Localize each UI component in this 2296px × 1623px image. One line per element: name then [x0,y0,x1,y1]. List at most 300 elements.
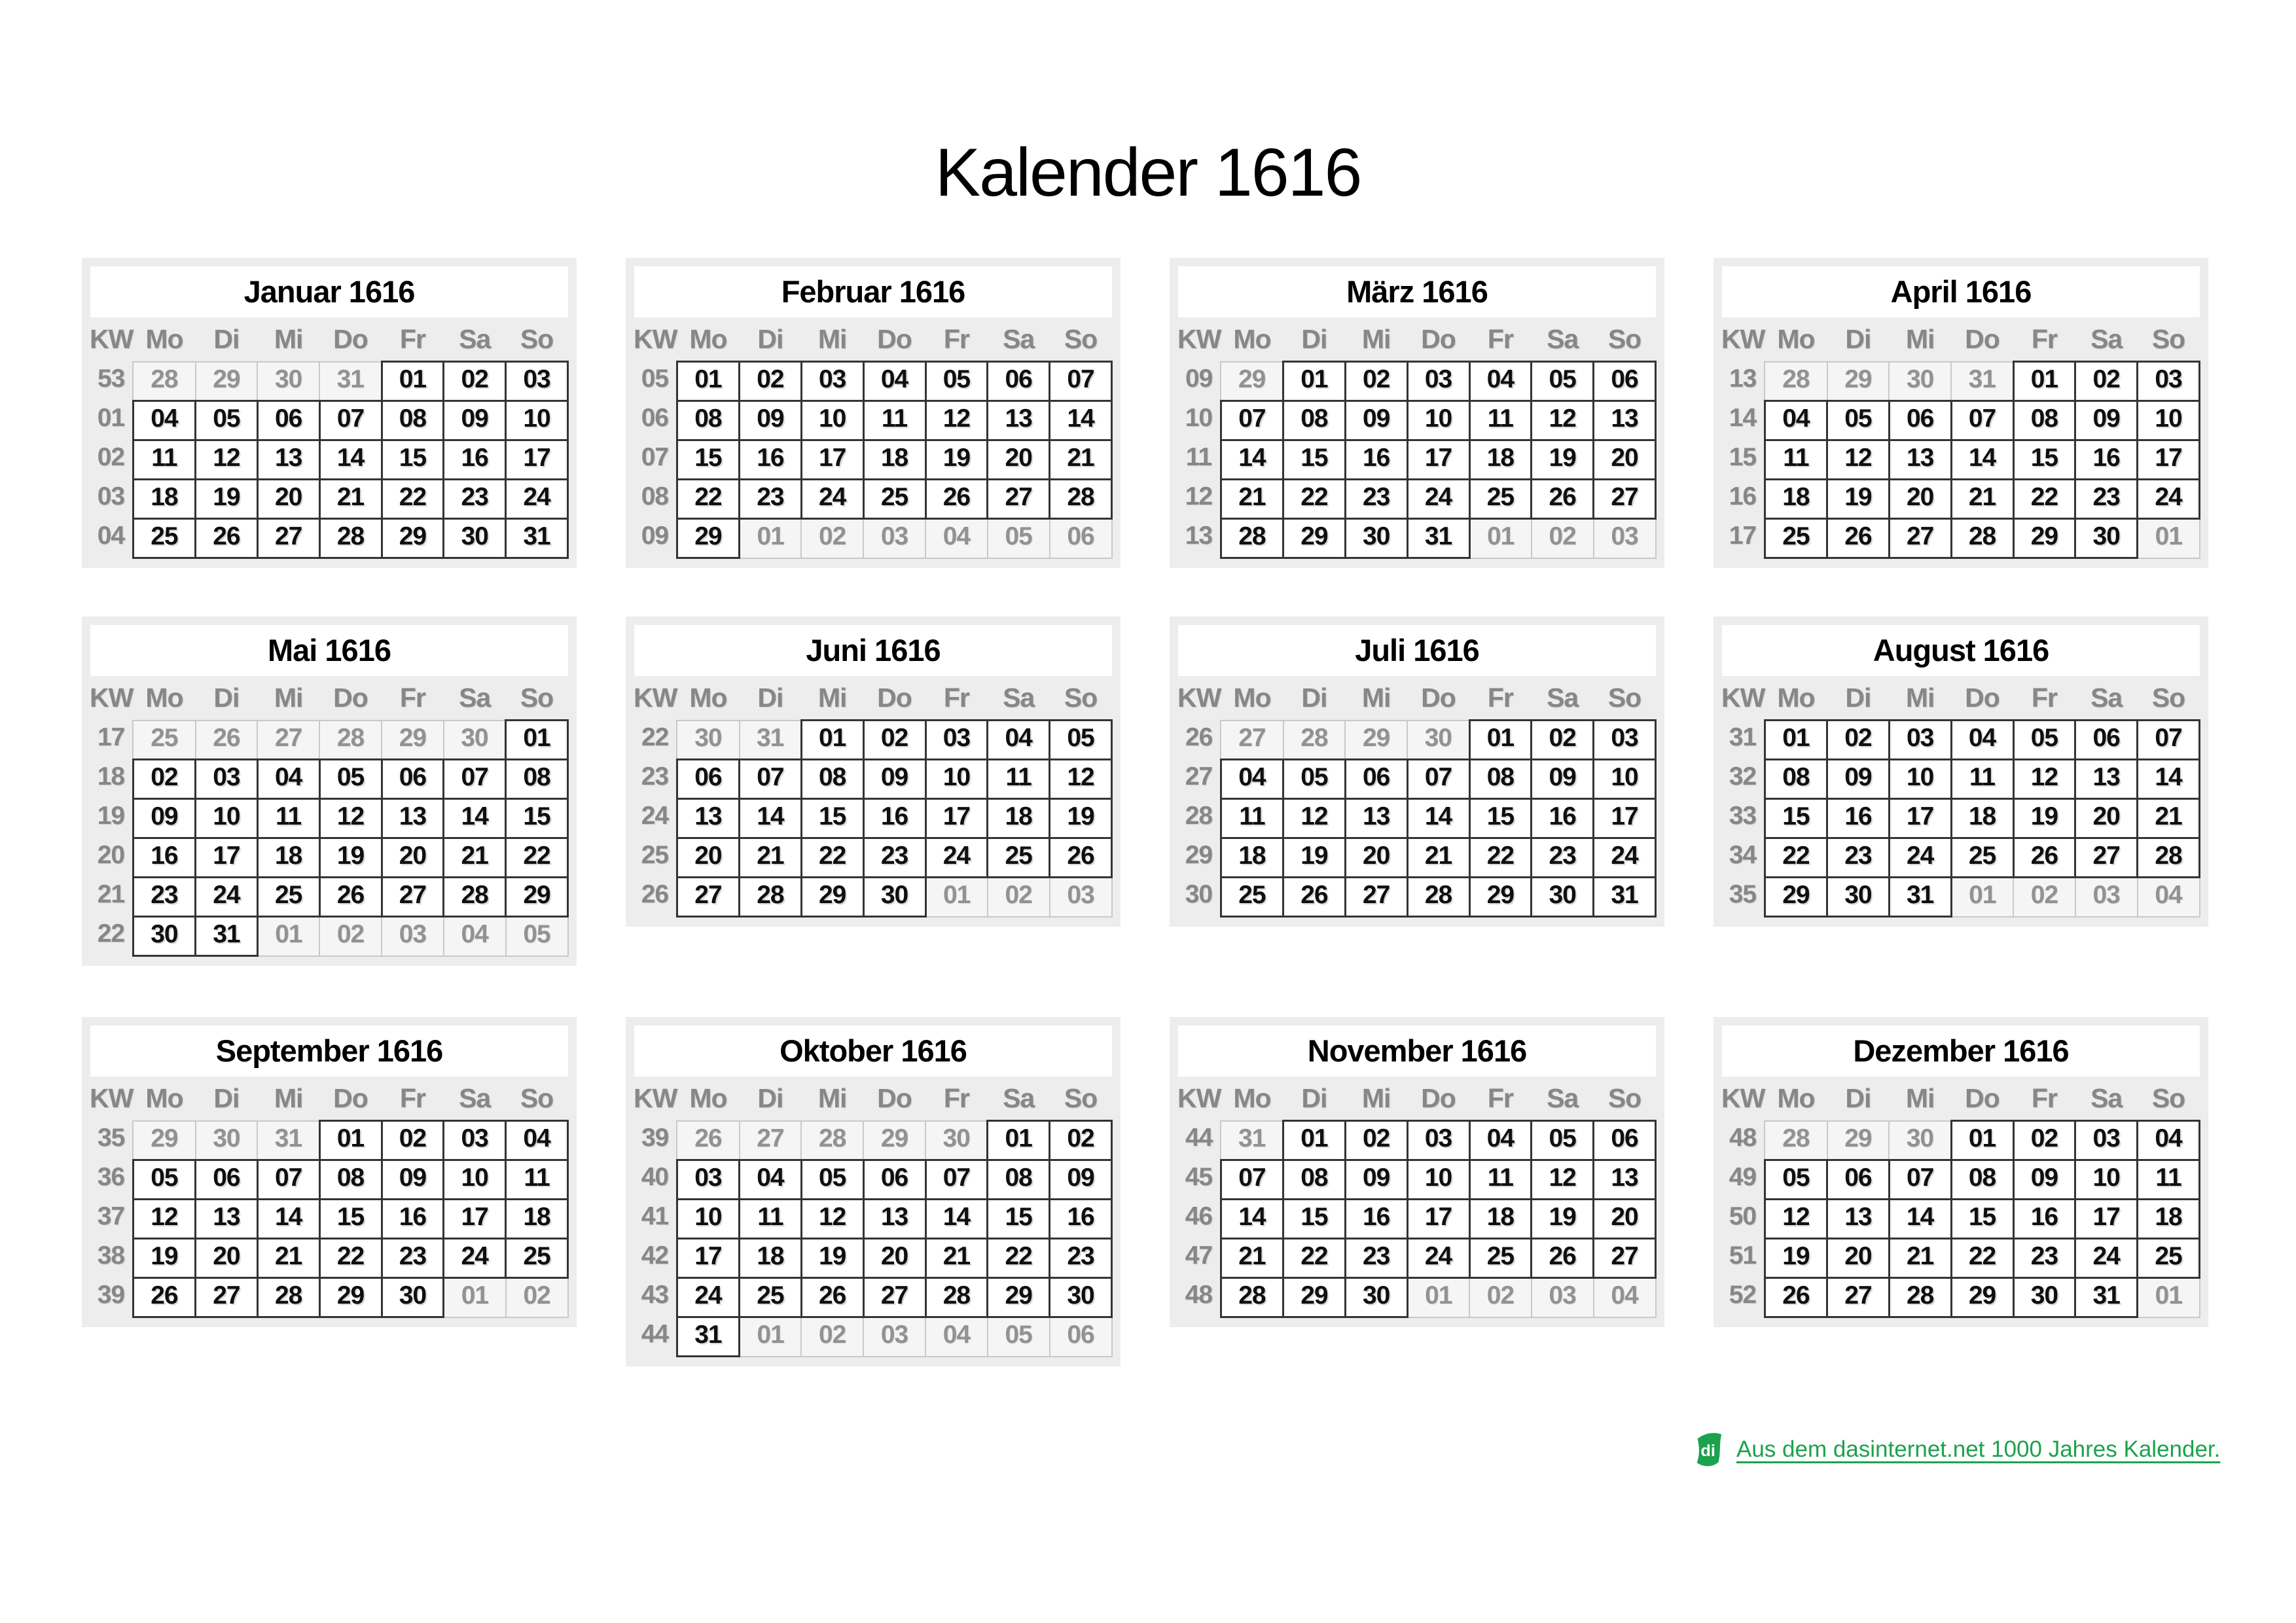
day-cell: 01 [1951,1121,2013,1160]
day-cell-other-month: 30 [1889,1121,1951,1160]
day-cell: 07 [1951,401,2013,440]
day-cell: 14 [1221,440,1283,480]
week-row [634,1317,1112,1357]
month-title: April 1616 [1722,266,2200,317]
month-title: Februar 1616 [634,266,1112,317]
week-row [90,799,568,838]
weekday-header-cell: Do [1965,323,2000,354]
month-grid [1177,676,1657,918]
day-cell: 16 [2013,1200,2075,1239]
calendar-week-number: 37 [97,1202,125,1230]
day-cell-other-month: 05 [506,917,568,956]
calendar-week-number: 48 [1185,1280,1213,1309]
week-row [1721,401,2200,440]
calendar-week-number: 44 [641,1319,669,1348]
day-cell: 07 [1221,401,1283,440]
day-cell: 06 [1827,1160,1890,1200]
week-row [1177,440,1656,480]
day-cell: 30 [2013,1278,2075,1317]
day-cell: 14 [319,440,382,480]
calendar-week-number: 49 [1729,1162,1757,1191]
day-cell: 04 [257,760,319,799]
day-cell: 17 [2138,440,2200,480]
weekday-header-cell: Do [1421,682,1456,713]
weekday-header-cell: Di [213,682,240,713]
day-cell: 20 [196,1239,258,1278]
calendar-week-number: 13 [1185,521,1213,550]
day-cell-other-month: 30 [1407,721,1469,760]
day-cell: 02 [133,760,195,799]
week-row [90,1239,568,1278]
day-cell: 07 [1407,760,1469,799]
day-cell: 11 [863,401,925,440]
day-cell: 20 [1594,440,1656,480]
day-cell: 06 [382,760,444,799]
day-cell: 04 [863,362,925,401]
day-cell: 08 [1283,401,1346,440]
day-cell: 22 [506,838,568,878]
day-cell: 20 [863,1239,925,1278]
day-cell: 30 [2075,519,2138,558]
weekday-header-row [1177,676,1656,721]
source-link[interactable]: Aus dem dasinternet.net 1000 Jahres Kalender. [1736,1436,2221,1462]
day-cell: 28 [257,1278,319,1317]
weekday-header-cell: Mo [145,323,183,354]
day-cell: 05 [801,1160,863,1200]
day-cell-other-month: 30 [257,362,319,401]
day-cell: 26 [196,519,258,558]
week-row [1177,1160,1656,1200]
weekday-header-cell: Mi [1361,323,1391,354]
page-title: Kalender 1616 [935,134,1361,211]
day-cell: 20 [1594,1200,1656,1239]
kw-header-cell: KW [1177,1083,1221,1114]
week-row [1177,799,1656,838]
day-cell: 06 [257,401,319,440]
weekday-header-cell: Mo [1777,323,1815,354]
day-cell: 26 [133,1278,195,1317]
day-cell: 25 [988,838,1050,878]
week-row [1721,799,2200,838]
weekday-header-cell: Fr [1487,323,1513,354]
day-cell-other-month: 29 [1827,362,1890,401]
weekday-header-cell: So [1064,682,1098,713]
calendar-week-number: 51 [1729,1241,1757,1270]
weekday-header-cell: Fr [1487,1082,1513,1113]
weekday-header-cell: Mi [274,682,303,713]
day-cell-other-month: 02 [2013,878,2075,917]
day-cell: 24 [1407,480,1469,519]
month-box [82,616,577,966]
month-grid [634,676,1113,918]
day-cell: 27 [196,1278,258,1317]
day-cell: 19 [925,440,988,480]
month-box [1170,1017,1664,1327]
day-cell: 06 [1594,1121,1656,1160]
day-cell-other-month: 03 [1594,519,1656,558]
day-cell: 12 [2013,760,2075,799]
weekday-header-cell: Sa [1547,682,1579,713]
day-cell: 30 [133,917,195,956]
day-cell-other-month: 30 [196,1121,258,1160]
day-cell: 30 [1345,1278,1407,1317]
day-cell: 24 [444,1239,506,1278]
week-row [634,1239,1112,1278]
week-row [634,1121,1112,1160]
day-cell: 10 [677,1200,739,1239]
day-cell: 23 [444,480,506,519]
day-cell: 17 [1407,1200,1469,1239]
calendar-week-number: 45 [1185,1162,1213,1191]
weekday-header-cell: Sa [1547,323,1579,354]
calendar-week-number: 24 [641,801,669,830]
calendar-week-number: 39 [641,1123,669,1152]
day-cell: 30 [444,519,506,558]
day-cell: 31 [196,917,258,956]
calendar-week-number: 08 [641,482,669,510]
weekday-header-cell: Fr [399,1082,425,1113]
day-cell: 10 [925,760,988,799]
day-cell: 19 [801,1239,863,1278]
day-cell: 03 [1594,721,1656,760]
day-cell: 12 [133,1200,195,1239]
month-title: Dezember 1616 [1722,1026,2200,1077]
weekday-header-cell: Do [333,682,368,713]
day-cell: 11 [133,440,195,480]
day-cell: 13 [988,401,1050,440]
day-cell: 02 [1345,362,1407,401]
day-cell: 08 [801,760,863,799]
month-title: September 1616 [90,1026,568,1077]
day-cell: 02 [740,362,802,401]
day-cell: 23 [740,480,802,519]
kw-header-cell: KW [1721,683,1765,713]
weekday-header-cell: Fr [2031,323,2057,354]
day-cell: 13 [257,440,319,480]
day-cell: 21 [257,1239,319,1278]
weekday-header-cell: Fr [943,323,969,354]
day-cell: 12 [801,1200,863,1239]
day-cell: 12 [1283,799,1346,838]
day-cell: 03 [677,1160,739,1200]
day-cell: 22 [382,480,444,519]
day-cell: 10 [1407,401,1469,440]
weekday-header-cell: Fr [1487,682,1513,713]
kw-header-cell: KW [90,1083,134,1114]
month-box [1713,258,2208,568]
week-row [90,838,568,878]
week-row [1721,1121,2200,1160]
calendar-week-number: 21 [97,880,125,908]
day-cell: 25 [257,878,319,917]
month-grid [1721,676,2200,918]
kw-header-cell: KW [90,683,134,713]
day-cell: 07 [1889,1160,1951,1200]
kw-header-cell: KW [634,1083,677,1114]
day-cell: 26 [1827,519,1890,558]
day-cell-other-month: 02 [988,878,1050,917]
month-grid [634,317,1113,559]
day-cell: 02 [863,721,925,760]
day-cell: 13 [1594,401,1656,440]
day-cell: 15 [988,1200,1050,1239]
day-cell: 16 [133,838,195,878]
day-cell: 13 [1889,440,1951,480]
day-cell: 01 [382,362,444,401]
day-cell: 05 [196,401,258,440]
day-cell: 05 [1283,760,1346,799]
day-cell: 28 [1951,519,2013,558]
day-cell: 24 [677,1278,739,1317]
weekday-header-cell: Sa [1003,1082,1035,1113]
day-cell-other-month: 01 [257,917,319,956]
month-box [626,258,1121,568]
week-row [90,1200,568,1239]
day-cell: 18 [1951,799,2013,838]
day-cell: 09 [1345,401,1407,440]
day-cell: 28 [1221,1278,1283,1317]
day-cell: 19 [133,1239,195,1278]
day-cell: 08 [319,1160,382,1200]
month-title: März 1616 [1178,266,1656,317]
day-cell: 22 [1283,1239,1346,1278]
day-cell: 16 [1050,1200,1112,1239]
day-cell: 02 [1050,1121,1112,1160]
day-cell-other-month: 25 [133,721,195,760]
weekday-header-row [1177,317,1656,362]
day-cell: 28 [1221,519,1283,558]
day-cell: 26 [1532,1239,1594,1278]
week-row [1721,878,2200,917]
week-row [634,480,1112,519]
day-cell: 21 [1221,1239,1283,1278]
day-cell: 08 [677,401,739,440]
week-row [634,878,1112,917]
calendar-week-number: 53 [97,364,125,393]
day-cell: 17 [1594,799,1656,838]
weekday-header-row [1177,1077,1656,1121]
day-cell-other-month: 30 [677,721,739,760]
calendar-week-number: 22 [97,919,125,948]
day-cell: 24 [1407,1239,1469,1278]
calendar-week-number: 42 [641,1241,669,1270]
day-cell: 09 [382,1160,444,1200]
calendar-week-number: 44 [1185,1123,1213,1152]
day-cell: 24 [2075,1239,2138,1278]
day-cell: 29 [988,1278,1050,1317]
day-cell: 11 [506,1160,568,1200]
week-row [634,519,1112,558]
week-row [1177,1121,1656,1160]
week-row [634,401,1112,440]
weekday-header-row [1721,676,2200,721]
day-cell: 15 [2013,440,2075,480]
day-cell: 06 [2075,721,2138,760]
calendar-week-number: 05 [641,364,669,393]
weekday-header-cell: So [1607,323,1641,354]
kw-header-cell: KW [90,324,134,355]
weekday-header-row [1721,1077,2200,1121]
week-row [1177,721,1656,760]
day-cell: 27 [1594,480,1656,519]
day-cell: 12 [1765,1200,1827,1239]
day-cell: 04 [2138,1121,2200,1160]
calendar-week-number: 46 [1185,1202,1213,1230]
day-cell: 18 [133,480,195,519]
calendar-week-number: 20 [97,840,125,869]
day-cell: 21 [2138,799,2200,838]
calendar-week-number: 03 [97,482,125,510]
day-cell-other-month: 31 [740,721,802,760]
day-cell: 21 [1221,480,1283,519]
day-cell: 22 [677,480,739,519]
calendar-week-number: 13 [1729,364,1757,393]
day-cell-other-month: 29 [1221,362,1283,401]
day-cell: 29 [677,519,739,558]
day-cell: 26 [319,878,382,917]
day-cell: 16 [1532,799,1594,838]
day-cell: 02 [2013,1121,2075,1160]
day-cell: 16 [382,1200,444,1239]
day-cell-other-month: 04 [444,917,506,956]
weekday-header-cell: Mi [817,1082,847,1113]
day-cell: 01 [506,721,568,760]
day-cell: 14 [444,799,506,838]
day-cell: 01 [2013,362,2075,401]
month-box [1170,258,1664,568]
day-cell: 26 [1050,838,1112,878]
calendar-week-number: 39 [97,1280,125,1309]
calendar-week-number: 28 [1185,801,1213,830]
day-cell: 30 [382,1278,444,1317]
day-cell: 20 [2075,799,2138,838]
calendar-week-number: 48 [1729,1123,1757,1152]
calendar-week-number: 47 [1185,1241,1213,1270]
day-cell: 19 [1283,838,1346,878]
day-cell: 24 [196,878,258,917]
day-cell: 04 [1469,1121,1532,1160]
weekday-header-cell: Sa [2090,323,2123,354]
day-cell: 11 [1951,760,2013,799]
calendar-week-number: 43 [641,1280,669,1309]
day-cell-other-month: 31 [319,362,382,401]
weekday-header-cell: Mi [274,323,303,354]
day-cell: 18 [740,1239,802,1278]
weekday-header-cell: Sa [1003,323,1035,354]
kw-header-cell: KW [1721,1083,1765,1114]
day-cell: 07 [1221,1160,1283,1200]
day-cell: 11 [740,1200,802,1239]
calendar-week-number: 35 [1729,880,1757,908]
week-row [1721,838,2200,878]
calendar-week-number: 26 [1185,722,1213,751]
day-cell: 10 [506,401,568,440]
day-cell-other-month: 01 [925,878,988,917]
weekday-header-cell: Do [1421,1082,1456,1113]
month-title: Juli 1616 [1178,625,1656,676]
day-cell: 12 [196,440,258,480]
day-cell: 13 [677,799,739,838]
day-cell: 16 [444,440,506,480]
week-row [634,760,1112,799]
day-cell: 17 [1889,799,1951,838]
week-row [634,1278,1112,1317]
day-cell: 23 [1345,480,1407,519]
kw-header-cell: KW [1721,324,1765,355]
day-cell: 27 [677,878,739,917]
weekday-header-cell: Mi [1361,1082,1391,1113]
week-row [90,480,568,519]
calendar-week-number: 50 [1729,1202,1757,1230]
day-cell: 24 [506,480,568,519]
day-cell: 09 [133,799,195,838]
day-cell: 23 [1345,1239,1407,1278]
day-cell-other-month: 01 [1407,1278,1469,1317]
day-cell: 06 [1345,760,1407,799]
day-cell: 12 [319,799,382,838]
month-grid [1721,1077,2200,1318]
day-cell: 30 [1532,878,1594,917]
day-cell: 31 [2075,1278,2138,1317]
day-cell: 27 [1594,1239,1656,1278]
day-cell: 16 [1345,440,1407,480]
day-cell: 11 [1765,440,1827,480]
day-cell-other-month: 03 [382,917,444,956]
week-row [1177,480,1656,519]
day-cell: 21 [1050,440,1112,480]
day-cell: 03 [1407,1121,1469,1160]
day-cell: 05 [925,362,988,401]
day-cell: 05 [1050,721,1112,760]
week-row [1177,878,1656,917]
day-cell: 24 [1889,838,1951,878]
day-cell: 28 [444,878,506,917]
di-logo-icon [1694,1431,1725,1468]
day-cell: 24 [2138,480,2200,519]
weekday-header-cell: Mo [689,1082,727,1113]
day-cell: 27 [1827,1278,1890,1317]
day-cell: 11 [1221,799,1283,838]
day-cell-other-month: 30 [925,1121,988,1160]
weekday-header-cell: Di [213,323,240,354]
day-cell: 08 [988,1160,1050,1200]
day-cell-other-month: 04 [925,1317,988,1357]
day-cell-other-month: 01 [1951,878,2013,917]
week-row [1721,1160,2200,1200]
day-cell: 11 [988,760,1050,799]
day-cell: 16 [1345,1200,1407,1239]
day-cell-other-month: 02 [506,1278,568,1317]
weekday-header-cell: Mo [1233,1082,1271,1113]
day-cell: 09 [1827,760,1890,799]
day-cell-other-month: 01 [740,519,802,558]
day-cell: 01 [1283,362,1346,401]
weekday-header-row [634,317,1112,362]
day-cell: 21 [925,1239,988,1278]
week-row [634,440,1112,480]
day-cell: 25 [740,1278,802,1317]
week-row [634,799,1112,838]
day-cell: 24 [801,480,863,519]
day-cell: 02 [1345,1121,1407,1160]
day-cell: 29 [382,519,444,558]
day-cell: 28 [1889,1278,1951,1317]
day-cell-other-month: 28 [1765,362,1827,401]
day-cell: 23 [1827,838,1890,878]
month-title: Januar 1616 [90,266,568,317]
day-cell: 29 [1283,519,1346,558]
day-cell: 24 [1594,838,1656,878]
